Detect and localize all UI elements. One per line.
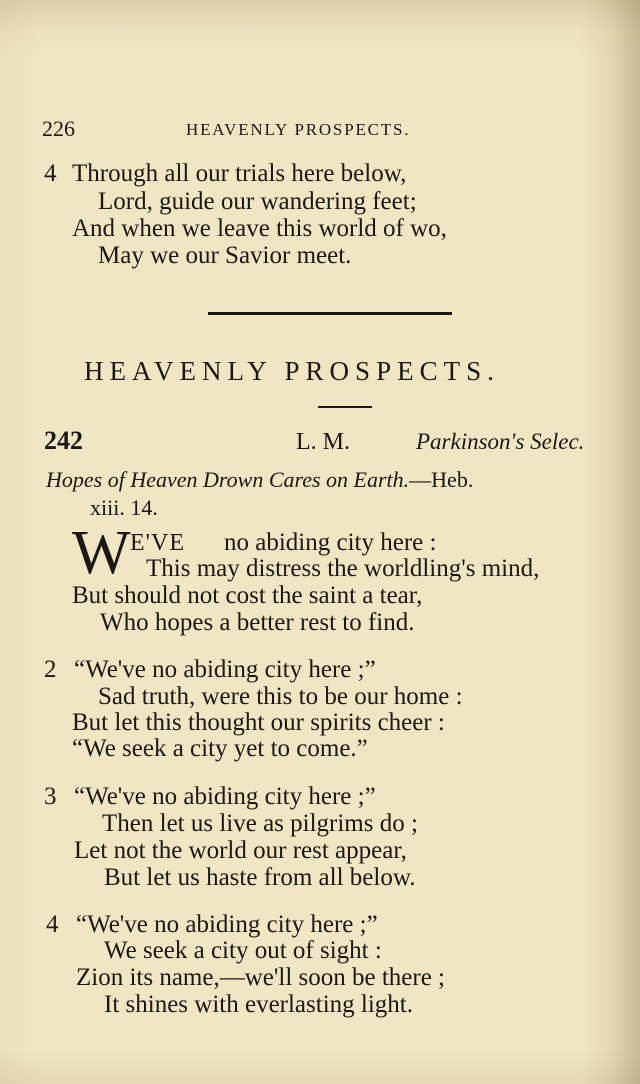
verse-3-line-3: Let not the world our rest appear, — [74, 837, 407, 864]
prev-verse-line-2: Lord, guide our wandering feet; — [98, 188, 417, 215]
hymn-number: 242 — [44, 426, 83, 455]
verse-1-line-4: Who hopes a better rest to find. — [100, 609, 415, 636]
verse-3-line-1: “We've no abiding city here ;” — [74, 783, 376, 810]
verse-3-number: 3 — [44, 783, 57, 810]
prev-verse-line-4: May we our Savior meet. — [98, 242, 352, 269]
prev-verse-number: 4 — [44, 160, 57, 187]
page-number: 226 — [42, 116, 75, 141]
hymn-meter: L. M. — [296, 429, 350, 455]
verse-1-line-3: But should not cost the saint a tear, — [72, 582, 423, 609]
verse-1-line-1: no abiding city here : — [224, 529, 437, 556]
hymn-subtitle-ref-end: xiii. 14. — [90, 495, 158, 520]
verse-2-line-2: Sad truth, were this to be our home : — [98, 683, 463, 710]
verse-4-line-1: “We've no abiding city here ;” — [76, 911, 378, 938]
verse-2-line-1: “We've no abiding city here ;” — [74, 656, 376, 683]
page-top-shade — [0, 0, 640, 60]
hymn-subtitle-title: Hopes of Heaven Drown Cares on Earth. — [46, 467, 410, 492]
verse-4-line-4: It shines with everlasting light. — [104, 991, 413, 1018]
running-head: HEAVENLY PROSPECTS. — [186, 120, 411, 139]
verse-3-line-2: Then let us live as pilgrims do ; — [102, 810, 418, 837]
verse-3-line-4: But let us haste from all below. — [104, 864, 416, 891]
verse-4-line-2: We seek a city out of sight : — [104, 937, 382, 964]
verse-4-number: 4 — [46, 911, 59, 938]
hymn-subtitle-ref-start: —Heb. — [409, 467, 474, 492]
verse-2-number: 2 — [44, 656, 57, 683]
prev-verse-line-1: Through all our trials here below, — [72, 160, 407, 187]
verse-2-line-3: But let this thought our spirits cheer : — [72, 709, 445, 736]
drop-cap: W — [72, 519, 131, 587]
hymn-source: Parkinson's Selec. — [416, 429, 585, 454]
prev-verse-line-3: And when we leave this world of wo, — [72, 215, 447, 242]
first-word-rest: E'VE — [130, 530, 185, 556]
hymn-subtitle — [46, 466, 473, 494]
title-underline-rule — [318, 406, 372, 408]
verse-2-line-4: “We seek a city yet to come.” — [72, 735, 368, 762]
verse-1-line-2: This may distress the worldling's mind, — [146, 555, 540, 582]
section-divider-rule — [208, 312, 452, 315]
section-title: HEAVENLY PROSPECTS. — [84, 356, 500, 386]
verse-4-line-3: Zion its name,—we'll soon be there ; — [76, 964, 446, 991]
